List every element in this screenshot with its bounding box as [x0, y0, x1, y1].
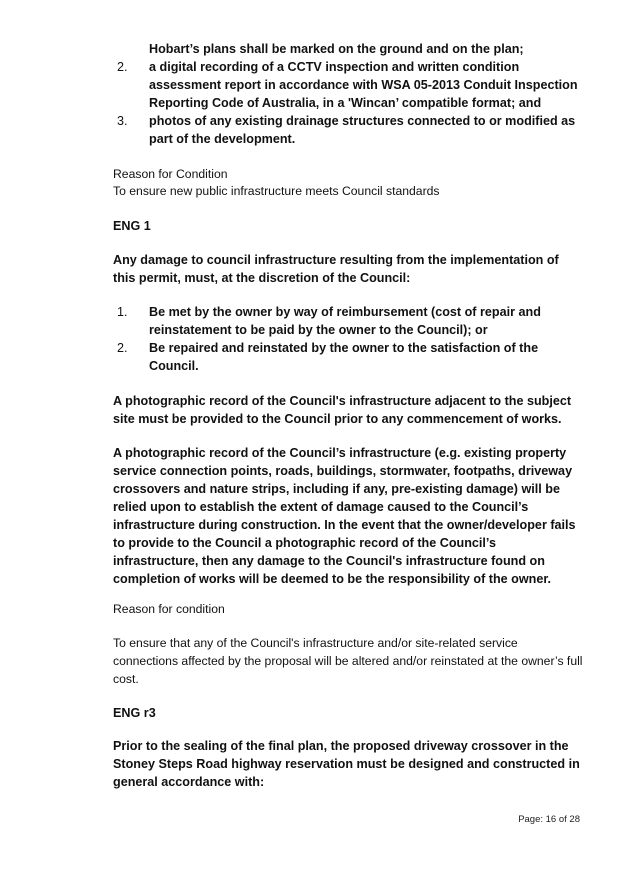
list-text: photos of any existing drainage structures connected to or modified as part of the development.	[149, 114, 576, 146]
reason-heading: Reason for condition	[113, 602, 225, 616]
list-number: 3.	[117, 114, 128, 128]
paragraph: A photographic record of the Council’s infrastructure (e.g. existing property service connection points, roads, buildings, stormwater, footpaths, driveway crossovers and nature strips, including if any, pre-existing damage) will be relied upon to establish the extent of damage caused to the Council’s infrastructure during construction. In the event that the owner/developer fails to provide to the Council a photographic record of the Council’s infrastructure, then any damage to the Council's infrastructure found on completion of works will be deemed to be the responsibility of the owner.	[113, 446, 576, 586]
list-text: Be repaired and reinstated by the owner to the satisfaction of the Council.	[149, 341, 539, 373]
list-text: a digital recording of a CCTV inspection and written condition assessment report in accordance with WSA 05-2013 Conduit Inspection Reporting Code of Australia, in a 'Wincan’ compatible format; and	[149, 60, 578, 110]
reason-text: To ensure new public infrastructure meets Council standards	[113, 184, 440, 198]
paragraph: A photographic record of the Council's infrastructure adjacent to the subject site must be provided to the Council prior to any commencement of works.	[113, 394, 572, 426]
section-heading: ENG r3	[113, 706, 156, 720]
list-number: 1.	[117, 305, 128, 319]
reason-text: To ensure that any of the Council's infrastructure and/or site-related service connections affected by the proposal will be altered and/or reinstated at the owner’s full cost.	[113, 636, 583, 686]
continuation-text: Hobart’s plans shall be marked on the ground and on the plan;	[149, 42, 524, 56]
list-number: 2.	[117, 341, 128, 355]
list-text: Be met by the owner by way of reimbursement (cost of repair and reinstatement to be paid by the owner to the Council); or	[149, 305, 541, 337]
section-intro: Prior to the sealing of the final plan, the proposed driveway crossover in the Stoney Steps Road highway reservation must be designed and constructed in general accordance with:	[113, 739, 580, 789]
page-number: Page: 16 of 28	[518, 814, 580, 825]
list-number: 2.	[117, 60, 128, 74]
section-heading: ENG 1	[113, 219, 151, 233]
section-intro: Any damage to council infrastructure resulting from the implementation of this permit, must, at the discretion of the Council:	[113, 253, 559, 285]
reason-heading: Reason for Condition	[113, 167, 228, 181]
